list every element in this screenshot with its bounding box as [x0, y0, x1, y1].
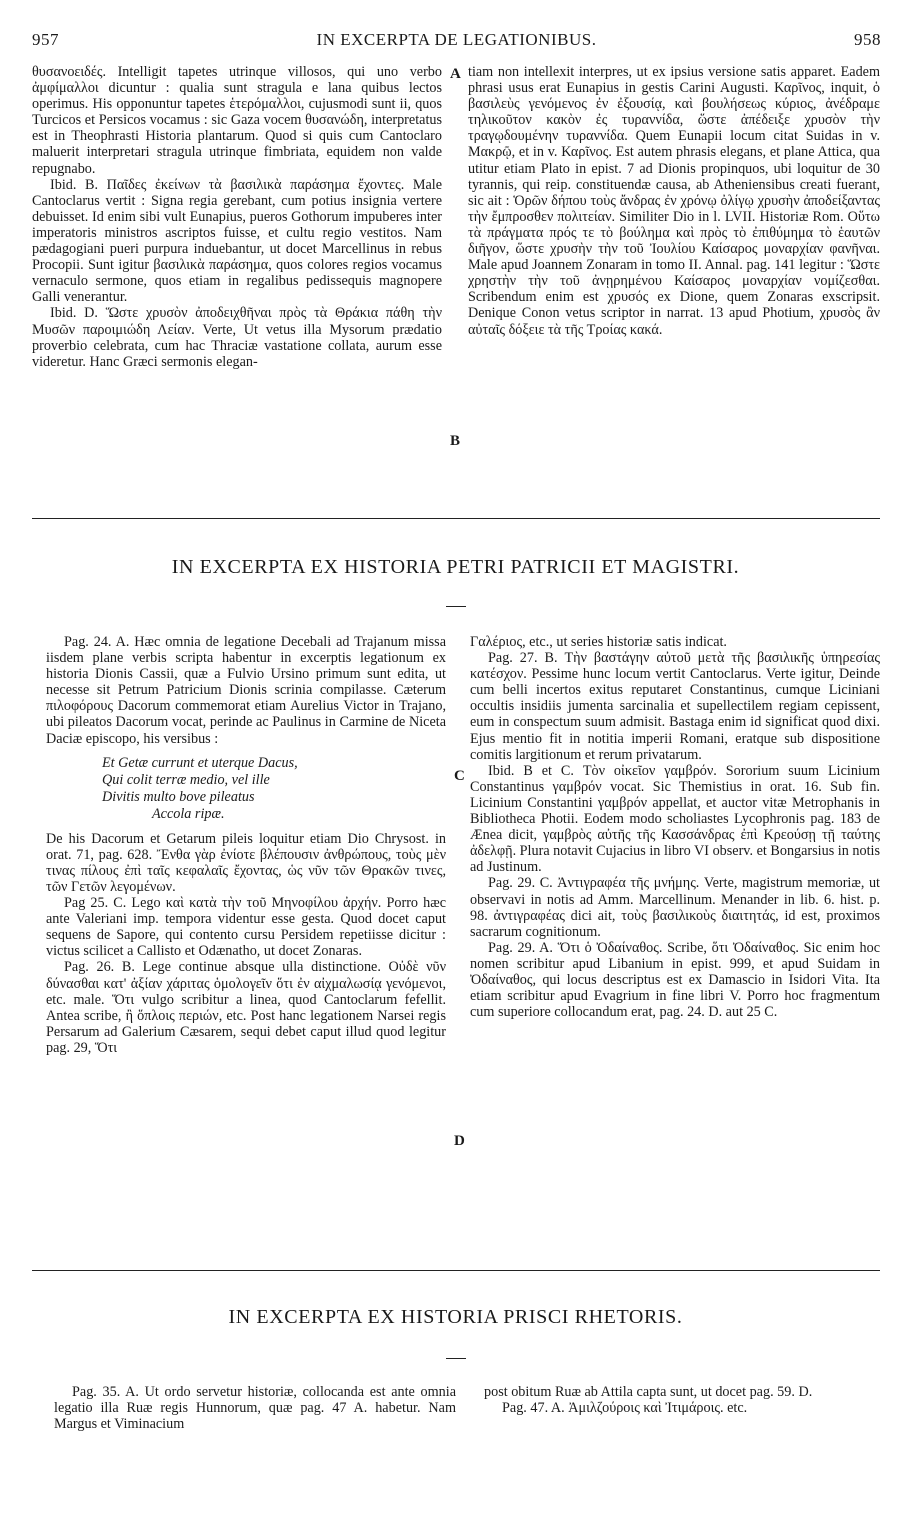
- page-number-right: 958: [854, 30, 881, 49]
- section-title-prisci: IN EXCERPTA EX HISTORIA PRISCI RHETORIS.: [228, 1306, 683, 1328]
- paragraph: Pag 25. C. Lego καὶ κατὰ τὴν τοῦ Μηνοφίλου ἀρχήν. Porro hæc ante Valeriani imp. tempora videntur esse gesta. Quod docet caput sequens de Sapore, qui contento cursu Persidem repetiisse dicitur : victus scilicet a Callisto et Odænatho, ut docet Zonaras.: [46, 895, 446, 960]
- title-dash: [446, 606, 466, 607]
- title-dash: [446, 1358, 466, 1359]
- paragraph: tiam non intellexit interpres, ut ex ipsius versione satis apparet. Eadem phrasi usus erat Eunapius in gestis Carini Augusti. Καρῖνος, inquit, ὁ βασιλεὺς γενόμενος ἐν ἐξουσίᾳ, καὶ βουλήσεως κύριος, ἀνέδραμε τηλικοῦτον κακὸν ἐς τυραννίδα, ὥστε ἀπέδειξε χρυσὸν τὴν τραγῳδουμένην τυραννίδα. Quem Eunapii locum citat Suidas in v. Μακρῷ, et in v. Καρῖνος. Est autem phrasis elegans, et plane Attica, qua utitur etiam Plato in epist. 7 ad Dionis propinquos, ubi loquitur de 30 tyrannis, qui reip. constituendæ causa, ab Atheniensibus creati fuerant, sic ait : Ὁρῶν δήπου τοὺς ἄνδρας ἐν χρόνῳ ὀλίγῳ χρυσὴν ἀποδείξαντας τὴν ἔμπροσθεν πολιτείαν. Similiter Dio in l. LVII. Historiæ Rom. Οὕτω τὰ πράγματα πρός τε τὸ βούλημα καὶ πρὸς τὸ ἐπιθύμημα τὸ ἑαυτῶν διῆγον, ὥστε χρυσὴν τὴν τοῦ Ἰουλίου Καίσαρος μοναρχίαν φανῆναι. Male apud Joannem Zonaram in tomo II. Annal. pag. 141 legitur : Ὥστε χρηστὴν τὴν τοῦ ἀνῃρημένου Καίσαρος μοναρχίαν νομίζεσθαι. Scribendum enim est χρυσός ex Dione, quem Zonaras exscripsit. Denique Conon vetus scriptor in narrat. 13 apud Photium, χρυσὸς ἂν αὐταῖς δόξειε τὰ τῆς Τροίας κακά.: [468, 64, 880, 338]
- running-title: IN EXCERPTA DE LEGATIONIBUS.: [316, 30, 597, 49]
- section1-left-column: [32, 64, 442, 370]
- paragraph: Ibid. D. Ὥστε χρυσὸν ἀποδειχθῆναι πρὸς τὰ Θράκια πάθη τὴν Μυσῶν παροιμιώδη Λείαν. Verte, Ut vetus illa Mysorum prædatio proverbio celebrata, cum hac Thraciæ vastatione collata, aurum esse videretur. Hanc Græci sermonis elegan-: [32, 305, 442, 370]
- paragraph: Pag. 26. B. Lege continue absque ulla distinctione. Οὐδὲ νῦν δύνασθαι κατ' ἀξίαν χάριτας ὁμολογεῖν ὅτι ἐν αἰχμαλωσίᾳ γενόμενοι, etc. male. Ὅτι vulgo scribitur a linea, quod Cantoclarum fefellit. Antea scribe, ἢ ὅπλοις περιών, etc. Post hanc legationem Narsei regis Persarum ad Galerium Cæsarem, sequi debet caput illud quod legitur pag. 29, Ὅτι: [46, 959, 446, 1056]
- paragraph: Pag. 27. B. Τὴν βαστάγην αὐτοῦ μετὰ τῆς βασιλικῆς ὑπηρεσίας κατέσχον. Pessime hunc locum vertit Cantoclarus. Verte igitur, Deinde cum belli incertos exitus reputaret Constantinus, cumque Liciniani occultis insidiis jumenta sarcinalia et supellectilem regiam cepissent, eum in conspectum suum admisit. Bastaga enim id significat quod dixi. Ejus mentio fit in notitia imperii Romani, eratque sub dispositione comitis largitionum et rerum privatarum.: [470, 650, 880, 763]
- margin-marker-c: C: [454, 768, 465, 784]
- paragraph: Γαλέριος, etc., ut series historiæ satis indicat.: [470, 634, 727, 650]
- paragraph: post obitum Ruæ ab Attila capta sunt, ut docet pag. 59. D.: [484, 1384, 813, 1400]
- section2-left-column: [46, 634, 446, 1056]
- verse-line: Qui colit terræ medio, vel ille: [102, 771, 270, 788]
- paragraph: Ibid. B et C. Τὸν οἰκεῖον γαμβρόν. Sororium suum Licinium Constantinus γαμβρόν vocat. Sic Themistius in orat. 16. Sub fin. Licinium Constantini γαμβρόν appellat, et auctor vitæ Metrophanis in Bibliotheca Photii. Eodem modo scholiastes Lycophronis pag. 183 de Ænea dicit, γαμβρὸς αὐτῆς τῆς Κασσάνδρας ἐπὶ Κρεούσῃ τῇ ταύτης ἀδελφῇ. Plura notavit Cujacius in libro VI observ. et Bongarsius in notis ad Justinum.: [470, 762, 880, 876]
- section2-right-column: [470, 634, 880, 1020]
- section3-left-column: [54, 1384, 456, 1432]
- verse-quote: [102, 755, 446, 823]
- margin-marker-d: D: [454, 1133, 465, 1149]
- verse-line: Divitis multo bove pileatus: [102, 788, 255, 805]
- section3-right-column: [484, 1384, 880, 1416]
- section1-right-column: [468, 64, 880, 338]
- paragraph: Ibid. B. Παῖδες ἐκείνων τὰ βασιλικὰ παράσημα ἔχοντες. Male Cantoclarus vertit : Signa regia gerebant, cum potius insignia vertere debuisset. Id enim sibi vult Eunapius, pueros Gothorum impuberes inter imperatoris ministros ascriptos fuisse, et cultu regio vestitos. Nam pædagogiani pueri purpura induebantur, ut docet Marcellinus in rebus Procopii. Sunt igitur βασιλικὰ παράσημα, quos colores regios vocamus vernaculo sermone, quos etiam in regalibus pedissequis magnopere Galli venerantur.: [32, 176, 442, 306]
- paragraph: Pag. 35. A. Ut ordo servetur historiæ, collocanda est ante omnia legatio illa Ruæ regis Hunnorum, quæ pag. 47 A. habetur. Nam Margus et Viminacium: [54, 1384, 456, 1433]
- paragraph: Pag. 47. A. Ἀμιλζούροις καὶ Ἰτιμάροις. etc.: [502, 1400, 748, 1417]
- verse-line: Et Getæ currunt et uterque Dacus,: [102, 754, 298, 771]
- paragraph: De his Dacorum et Getarum pileis loquitur etiam Dio Chrysost. in orat. 71, pag. 628. Ἔνθα γὰρ ἐνίοτε βλέπουσιν ἀνθρώπους, τοὺς μὲν τινας πίλους ἐπὶ ταῖς κεφαλαῖς ἔχοντας, ὡς νῦν τῶν Θρακῶν τινες, τῶν Γετῶν λεγομένων.: [46, 830, 446, 895]
- paragraph: θυσανοειδές. Intelligit tapetes utrinque villosos, qui uno verbo ἀμφίμαλλοι dicuntur : qualia sunt stragula e lana quibus lectos operimus. His opponuntur tapetes ἑτερόμαλλοι, cujusmodi sunt ii, quos Turcicos et Persicos vocamus : sic Gaza vocem θυσανώδη, interpretatus est in Theophrasti Historia plantarum. Quod si quis cum Cantoclaro maluerit interpretari stragula utrinque fimbriata, equidem non valde repugnabo.: [32, 64, 442, 177]
- verse-line: Accola ripæ.: [152, 805, 225, 822]
- section-divider: [32, 1270, 880, 1271]
- paragraph: Pag. 29. C. Ἀντιγραφέα τῆς μνήμης. Verte, magistrum memoriæ, ut observavi in notis ad Amm. Marcellinum. Menander in lib. 6. hist. p. 98. ἀντιγραφέας dici ait, τοὺς βασιλικοὺς διαιτητάς, id est, proximos sacrarum cognitionum.: [470, 875, 880, 940]
- margin-marker-b: B: [450, 433, 461, 449]
- margin-marker-a: A: [450, 66, 461, 82]
- section-divider: [32, 518, 880, 519]
- section-title-petri: IN EXCERPTA EX HISTORIA PETRI PATRICII ET MAGISTRI.: [171, 556, 740, 578]
- running-header: [32, 30, 881, 54]
- page-number-left: 957: [32, 30, 59, 49]
- paragraph: Pag. 29. A. Ὅτι ὁ Ὀδαίναθος. Scribe, ὅτι Ὀδαίναθος. Sic enim hoc nomen scribitur apud Libanium in epist. 999, et apud Suidam in Ὀδαίναθος, qui locus descriptus est ex Damascio in Isidori Vita. Ita etiam scribitur apud Evagrium in fine libri V. Porro hoc fragmentum cum superiore collocandum erat, pag. 24. D. aut 25 C.: [470, 939, 880, 1021]
- paragraph: Pag. 24. A. Hæc omnia de legatione Decebali ad Trajanum missa iisdem plane verbis scripta habentur in excerptis legationum ex historia Dionis Cassii, quæ a Fulvio Ursino primum sunt edita, ut necesse sit Petrum Patricium Dionis scrinia compilasse. Cæterum πιλοφόρους Dacorum commemorat etiam Aurelius Victor in Trajano, ubi pileatos Dacorum vocat, perinde ac Paulinus in Carmine de Niceta Daciæ episcopo, his versibus :: [46, 634, 446, 747]
